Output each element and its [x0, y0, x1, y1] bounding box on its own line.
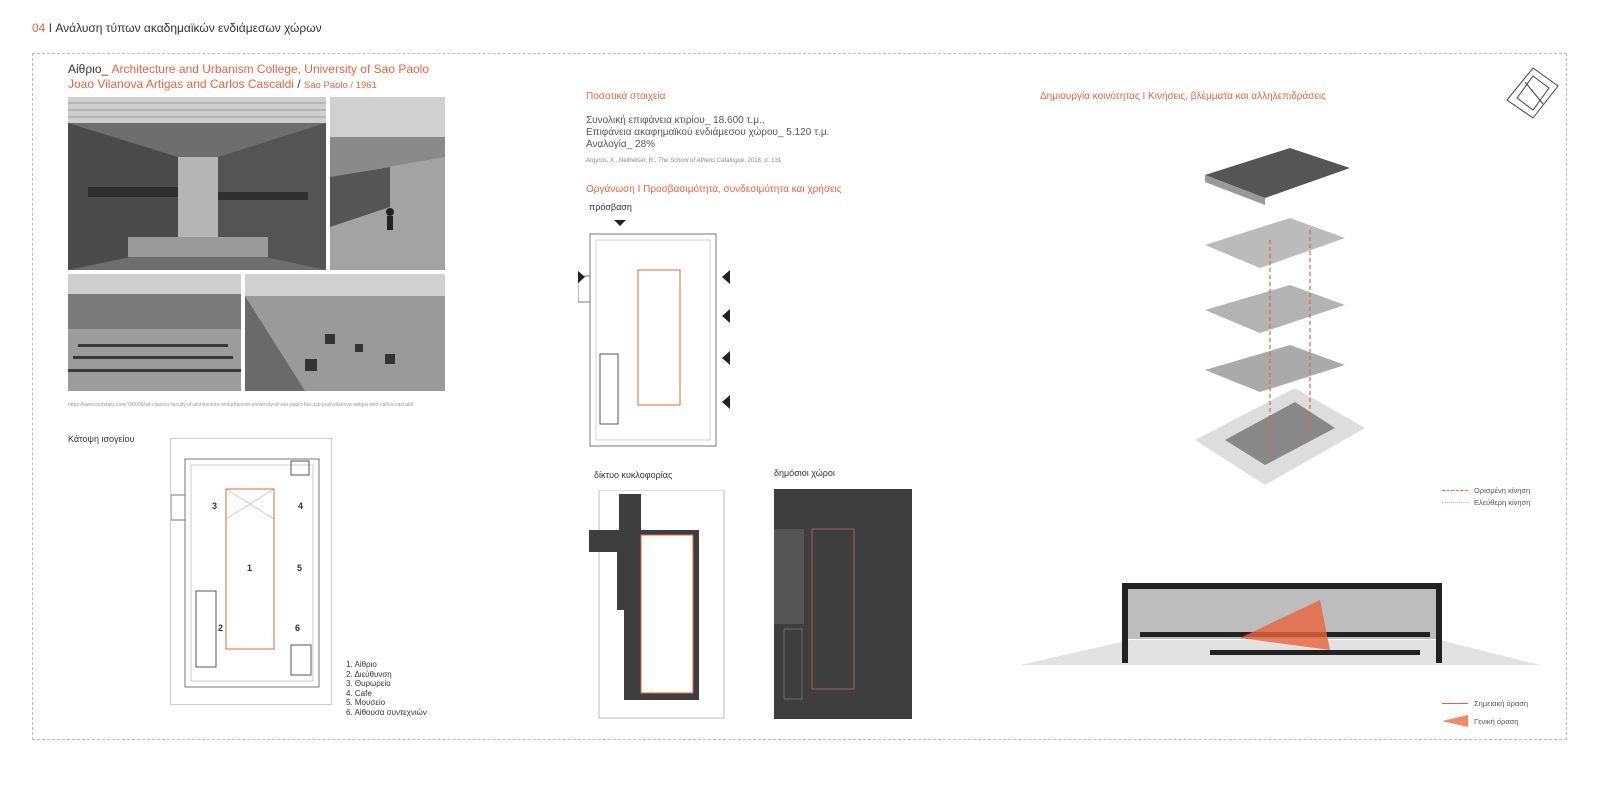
legend-item: 3. Θυρωρείο	[346, 679, 391, 688]
community-title: Δημιουργία κοινότητας Ι Κινήσεις, βλέμματα και αλληλεπιδράσεις	[1040, 91, 1326, 102]
public-spaces-plan-drawing	[774, 489, 912, 719]
case-location-year: Sao Paolo / 1961	[303, 80, 377, 91]
photo-ramp	[330, 97, 445, 270]
case-title	[68, 62, 429, 93]
access-label: πρόσβαση	[589, 202, 632, 212]
plan-number-6: 6	[295, 623, 301, 633]
stat-line: Συνολική επιφάνεια κτιρίου_ 18.600 τ.μ.,	[586, 115, 765, 126]
photo-interior-atrium	[68, 97, 326, 270]
case-college: Architecture and Urbanism College, University of Sao Paolo	[111, 62, 430, 76]
plan-number-3: 3	[212, 501, 218, 511]
ground-plan-legend	[346, 660, 427, 717]
axo-legend	[1442, 484, 1542, 508]
case-sep: /	[293, 77, 304, 91]
circulation-plan-drawing	[589, 490, 734, 720]
case-label: Αίθριο_	[68, 62, 109, 76]
page-number: 04	[32, 21, 46, 35]
exploded-axonometric	[1195, 140, 1385, 500]
building-section	[1020, 580, 1540, 680]
plan-number-4: 4	[298, 501, 304, 511]
stats-citation	[586, 158, 781, 164]
ground-plan-label: Κάτοψη ισογείου	[68, 434, 135, 444]
plan-number-1: 1	[247, 563, 253, 573]
citation-title: The School of Athens Catalogue	[658, 158, 745, 164]
legend-point-vision: Σημειακή όραση	[1474, 698, 1529, 708]
plan-number-2: 2	[218, 623, 224, 633]
stats-block	[586, 115, 829, 151]
building-logo-icon	[1505, 66, 1560, 121]
organization-title: Οργάνωση Ι Προσβασιμότητα, συνδεσιμότητα και χρήσεις	[586, 184, 842, 195]
legend-item: 6. Αίθουσα συντεχνιών	[346, 707, 427, 717]
legend-free-movement: Ελεύθερη κίνηση	[1474, 497, 1531, 507]
photo-crowd	[68, 274, 241, 391]
stat-line: Επιφάνεια ακαφημαϊκού ενδιάμεσου χώρου_ 5.120 τ.μ.	[586, 127, 830, 138]
legend-general-vision: Γενική όραση	[1474, 716, 1519, 726]
photos-source-url: https://www.archdaily.com/790099/ad-classics-faculty-of-architecture-andurbanism-university-of-sao-paulo-fau-usp-joao-vilanova-artigas-and-carlos-cascaldi	[68, 402, 414, 408]
access-plan-drawing	[578, 214, 730, 454]
circulation-label: δίκτυο κυκλοφορίας	[594, 470, 673, 480]
plan-number-5: 5	[297, 563, 303, 573]
section-legend	[1442, 694, 1552, 730]
legend-item: 1. Αίθριο	[346, 660, 377, 669]
case-architects: Joao Vilanova Artigas and Carlos Cascaldi	[68, 77, 294, 91]
page-header	[32, 21, 322, 35]
legend-defined-movement: Ορισμένη κίνηση	[1474, 485, 1531, 495]
page-title: Ανάλυση τύπων ακαδημαϊκών ενδιάμεσων χώρων	[55, 21, 322, 35]
legend-item: 4. Cafe	[346, 688, 372, 698]
legend-item: 2. Διεύθυνση	[346, 669, 392, 679]
photo-hall	[245, 274, 445, 391]
stats-title: Ποσοτικά στοιχεία	[586, 91, 666, 102]
citation-authors: Argyros, X., Neilheiser, R.,	[586, 158, 659, 164]
public-spaces-label: δημόσιοι χώροι	[774, 468, 835, 478]
legend-item: 5. Μουσείο	[346, 698, 386, 707]
citation-rest: , 2018, σ. 131	[744, 158, 782, 164]
ground-plan-drawing	[170, 438, 332, 705]
stat-line: Αναλογία_ 28%	[586, 139, 656, 150]
header-separator: I	[45, 21, 56, 35]
